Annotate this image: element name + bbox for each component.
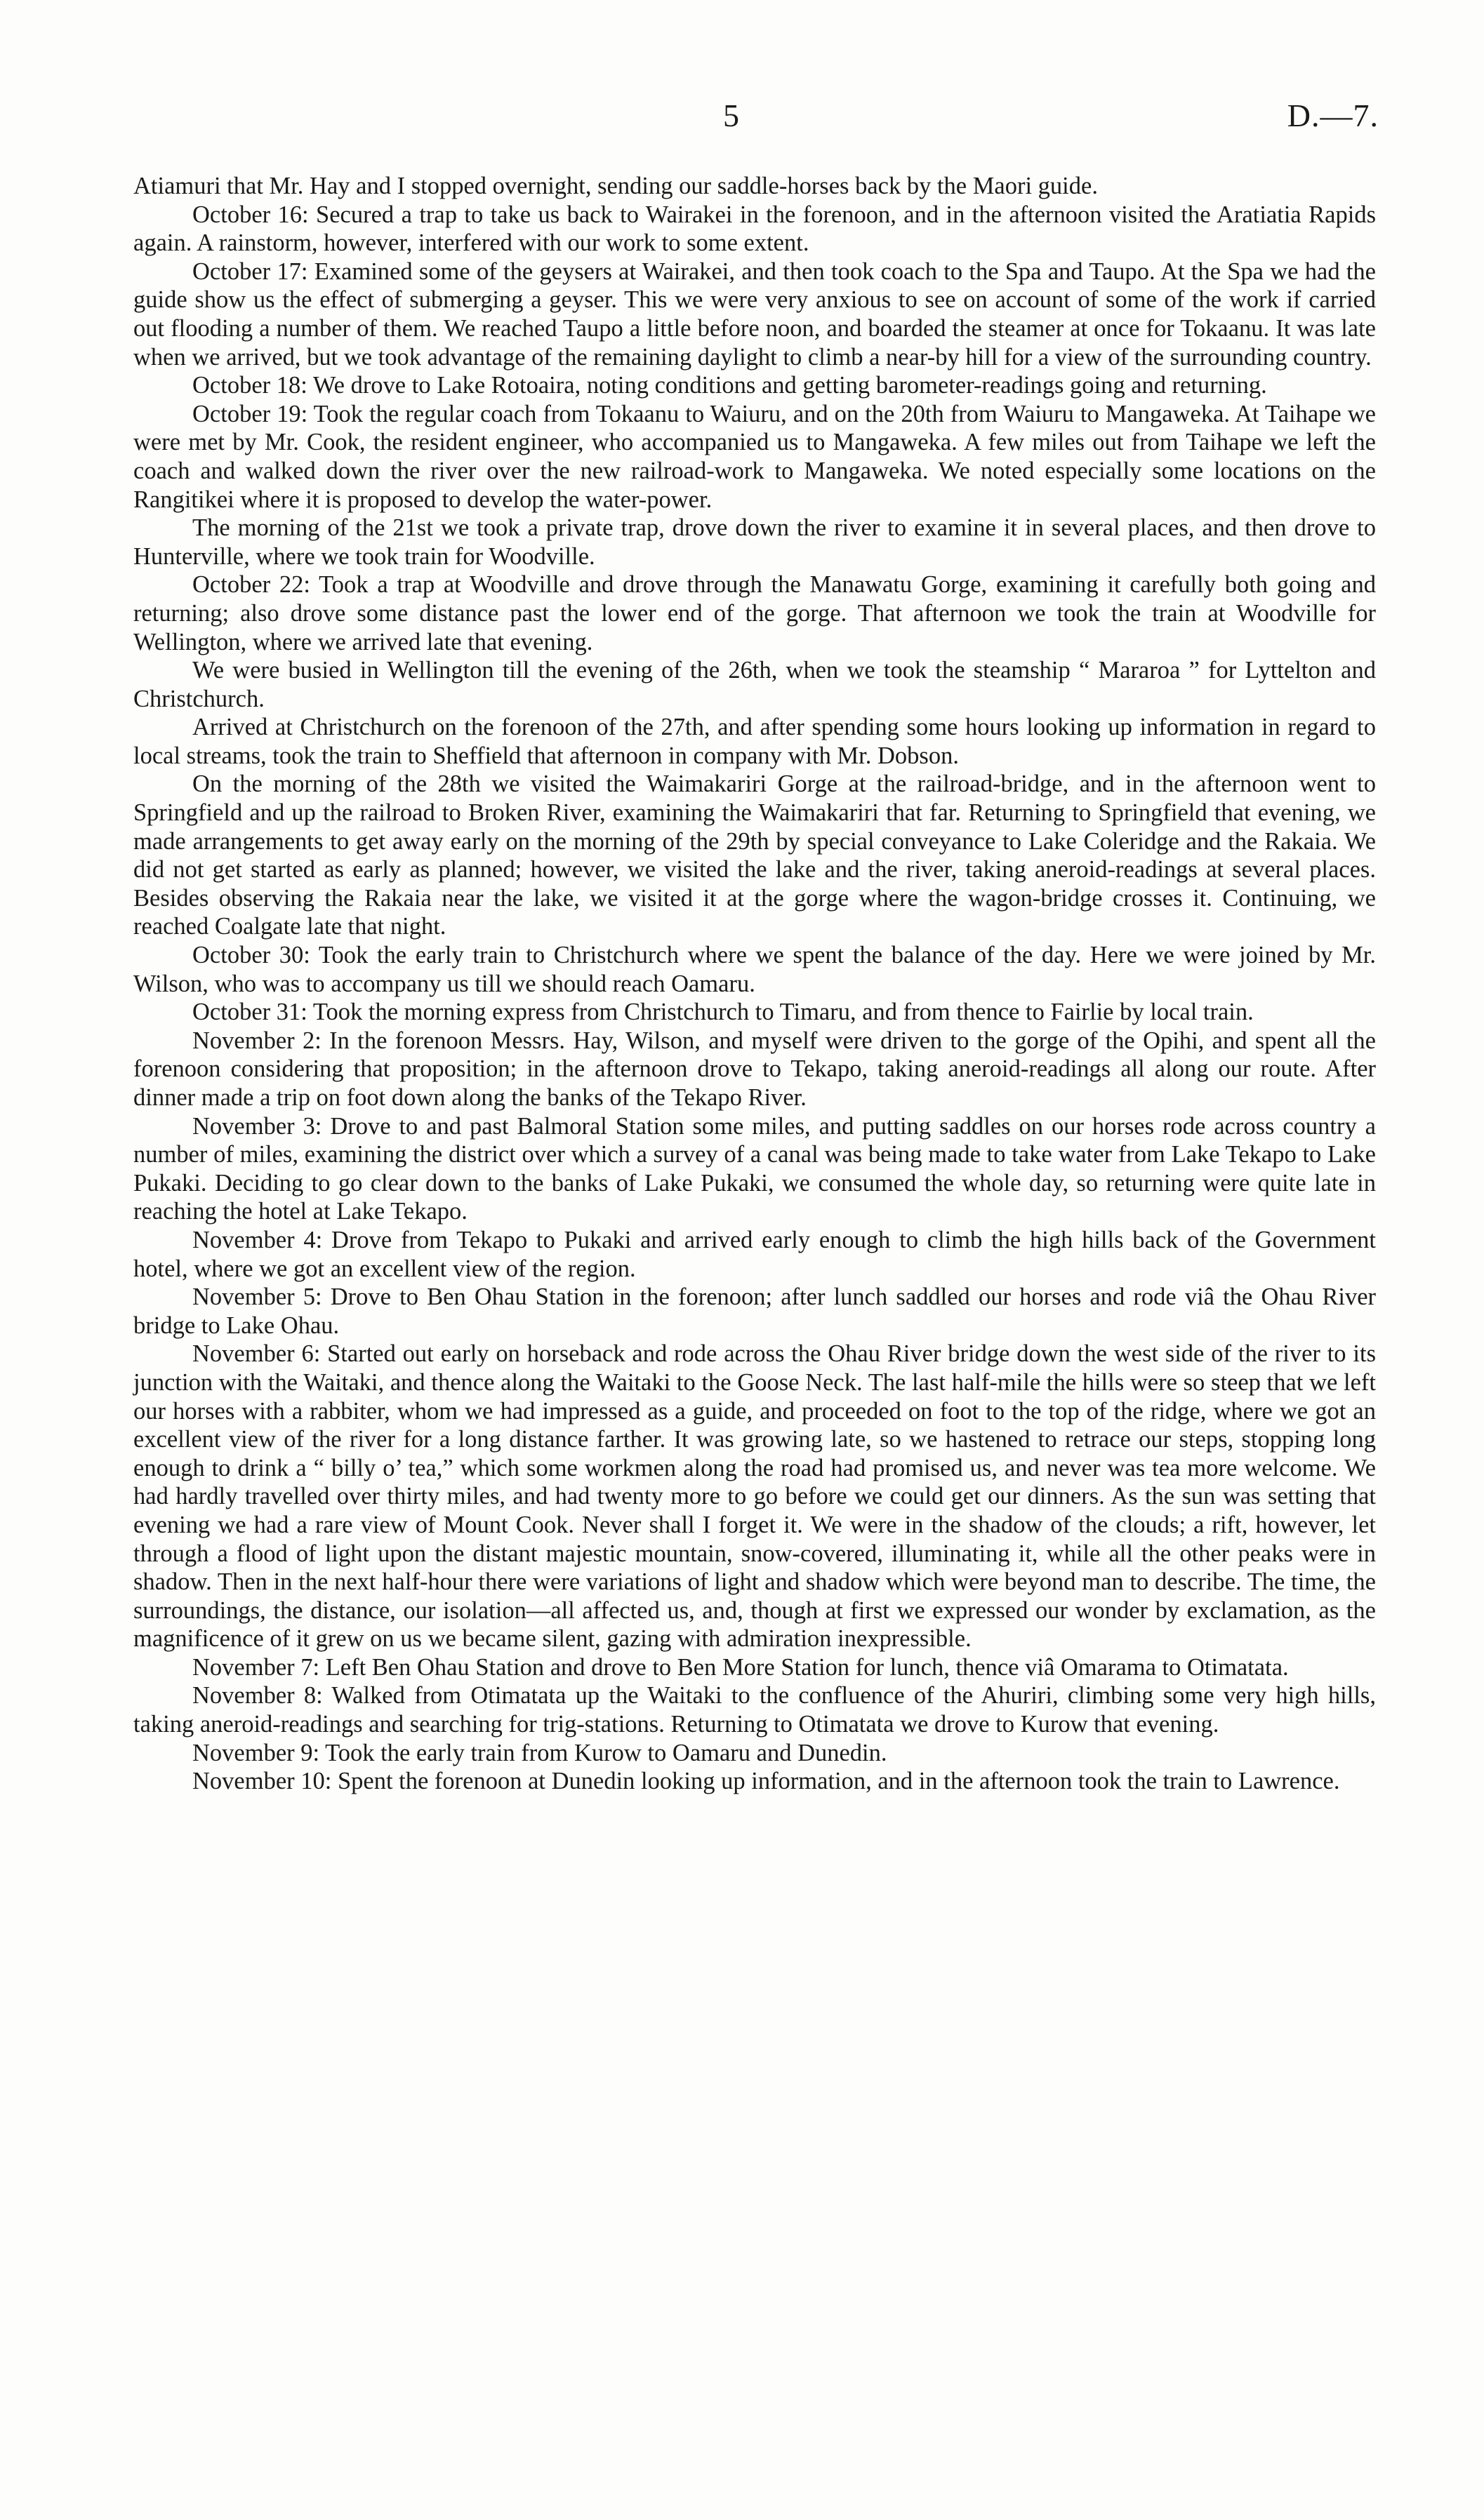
paragraph: November 5: Drove to Ben Ohau Station in the forenoon; after lunch saddled our horses and rode viâ the Ohau River bridge to Lake Ohau.: [133, 1284, 1376, 1339]
paragraph: October 18: We drove to Lake Rotoaira, noting conditions and getting barometer-readings going and returning.: [192, 372, 1267, 399]
paragraph: October 19: Took the regular coach from Tokaanu to Waiuru, and on the 20th from Waiuru to Mangaweka. At Taihape we were met by Mr. Cook, the resident engineer, who accompanied us to Mangaweka. A few miles out from Taihape we left the coach and walked down the river over the new railroad-work to Mangaweka. We noted especially some locations on the Rangitikei where it is proposed to develop the water-power.: [133, 400, 1376, 513]
page-header: [133, 97, 1379, 146]
paragraph: November 4: Drove from Tekapo to Pukaki and arrived early enough to climb the high hills back of the Government hotel, where we got an excellent view of the region.: [133, 1226, 1376, 1282]
paragraph: The morning of the 21st we took a private trap, drove down the river to examine it in several places, and then drove to Hunterville, where we took train for Woodville.: [133, 514, 1376, 570]
paragraph: November 2: In the forenoon Messrs. Hay, Wilson, and myself were driven to the gorge of the Opihi, and spent all the forenoon considering that proposition; in the afternoon drove to Tekapo, taking aneroid-readings all along our route. After dinner made a trip on foot down along the banks of the Tekapo River.: [133, 1027, 1376, 1111]
paragraph: November 6: Started out early on horseback and rode across the Ohau River bridge down the west side of the river to its junction with the Waitaki, and thence along the Waitaki to the Goose Neck. The last half-mile the hills were so steep that we left our horses with a rabbiter, whom we had impressed as a guide, and proceeded on foot to the top of the ridge, where we got an excellent view of the river for a long distance farther. It was growing late, so we hastened to retrace our steps, stopping long enough to drink a “ billy o’ tea,” which some workmen along the road had promised us, and never was tea more welcome. We had hardly travelled over thirty miles, and had twenty more to go before we could get our dinners. As the sun was setting that evening we had a rare view of Mount Cook. Never shall I forget it. We were in the shadow of the clouds; a rift, however, let through a flood of light upon the distant majestic mountain, snow-covered, illuminating it, while all the other peaks were in shadow. Then in the next half-hour there were variations of light and shadow which were beyond man to describe. The time, the surroundings, the distance, our isolation—all affected us, and, though at first we expressed our wonder by exclamation, as the magnificence of it grew on us we became silent, gazing with admiration inexpressible.: [133, 1340, 1376, 1653]
paragraph: Atiamuri that Mr. Hay and I stopped overnight, sending our saddle-horses back by the Maori guide.: [133, 173, 1098, 199]
paragraph: October 31: Took the morning express from Christchurch to Timaru, and from thence to Fairlie by local train.: [192, 999, 1254, 1026]
paragraph: We were busied in Wellington till the evening of the 26th, when we took the steamship “ Mararoa ” for Lyttelton and Christchurch.: [133, 657, 1376, 712]
paragraph: November 8: Walked from Otimatata up the Waitaki to the confluence of the Ahuriri, climbing some very high hills, taking aneroid-readings and searching for trig-stations. Returning to Otimatata we drove to Kurow that evening.: [133, 1682, 1376, 1738]
paragraph: November 3: Drove to and past Balmoral Station some miles, and putting saddles on our horses rode across country a number of miles, examining the district over which a survey of a canal was being made to take water from Lake Tekapo to Lake Pukaki. Deciding to go clear down to the banks of Lake Pukaki, we consumed the whole day, so returning were quite late in reaching the hotel at Lake Tekapo.: [133, 1112, 1376, 1225]
body-text: [133, 172, 1376, 1796]
page-number: 5: [723, 98, 739, 133]
paragraph: October 22: Took a trap at Woodville and drove through the Manawatu Gorge, examining it carefully both going and returning; also drove some distance past the lower end of the gorge. That afternoon we took the train at Woodville for Wellington, where we arrived late that evening.: [133, 571, 1376, 655]
paragraph: On the morning of the 28th we visited the Waimakariri Gorge at the railroad-bridge, and in the afternoon went to Springfield and up the railroad to Broken River, examining the Waimakariri that far. Returning to Springfield that evening, we made arrangements to get away early on the morning of the 29th by special conveyance to Lake Coleridge and the Rakaia. We did not get started as early as planned; however, we visited the lake and the river, taking aneroid-readings at several places. Besides observing the Rakaia near the lake, we visited it at the gorge where the wagon-bridge crosses it. Continuing, we reached Coalgate late that night.: [133, 771, 1376, 940]
paragraph: November 7: Left Ben Ohau Station and drove to Ben More Station for lunch, thence viâ Omarama to Otimatata.: [192, 1653, 1289, 1681]
paragraph: November 9: Took the early train from Kurow to Oamaru and Dunedin.: [192, 1739, 887, 1766]
paragraph: November 10: Spent the forenoon at Dunedin looking up information, and in the afternoon took the train to Lawrence.: [192, 1768, 1340, 1795]
paragraph: October 16: Secured a trap to take us back to Wairakei in the forenoon, and in the afternoon visited the Aratiatia Rapids again. A rainstorm, however, interfered with our work to some extent.: [133, 201, 1376, 257]
document-reference: D.—7.: [1287, 98, 1379, 133]
paragraph: October 30: Took the early train to Christchurch where we spent the balance of the day. Here we were joined by Mr. Wilson, who was to accompany us till we should reach Oamaru.: [133, 942, 1376, 997]
paragraph: October 17: Examined some of the geysers at Wairakei, and then took coach to the Spa and Taupo. At the Spa we had the guide show us the effect of submerging a geyser. This we were very anxious to see on account of some of the work if carried out flooding a number of them. We reached Taupo a little before noon, and boarded the steamer at once for Tokaanu. It was late when we arrived, but we took advantage of the remaining daylight to climb a near-by hill for a view of the surrounding country.: [133, 258, 1376, 371]
paragraph: Arrived at Christchurch on the forenoon of the 27th, and after spending some hours looking up information in regard to local streams, took the train to Sheffield that afternoon in company with Mr. Dobson.: [133, 714, 1376, 769]
